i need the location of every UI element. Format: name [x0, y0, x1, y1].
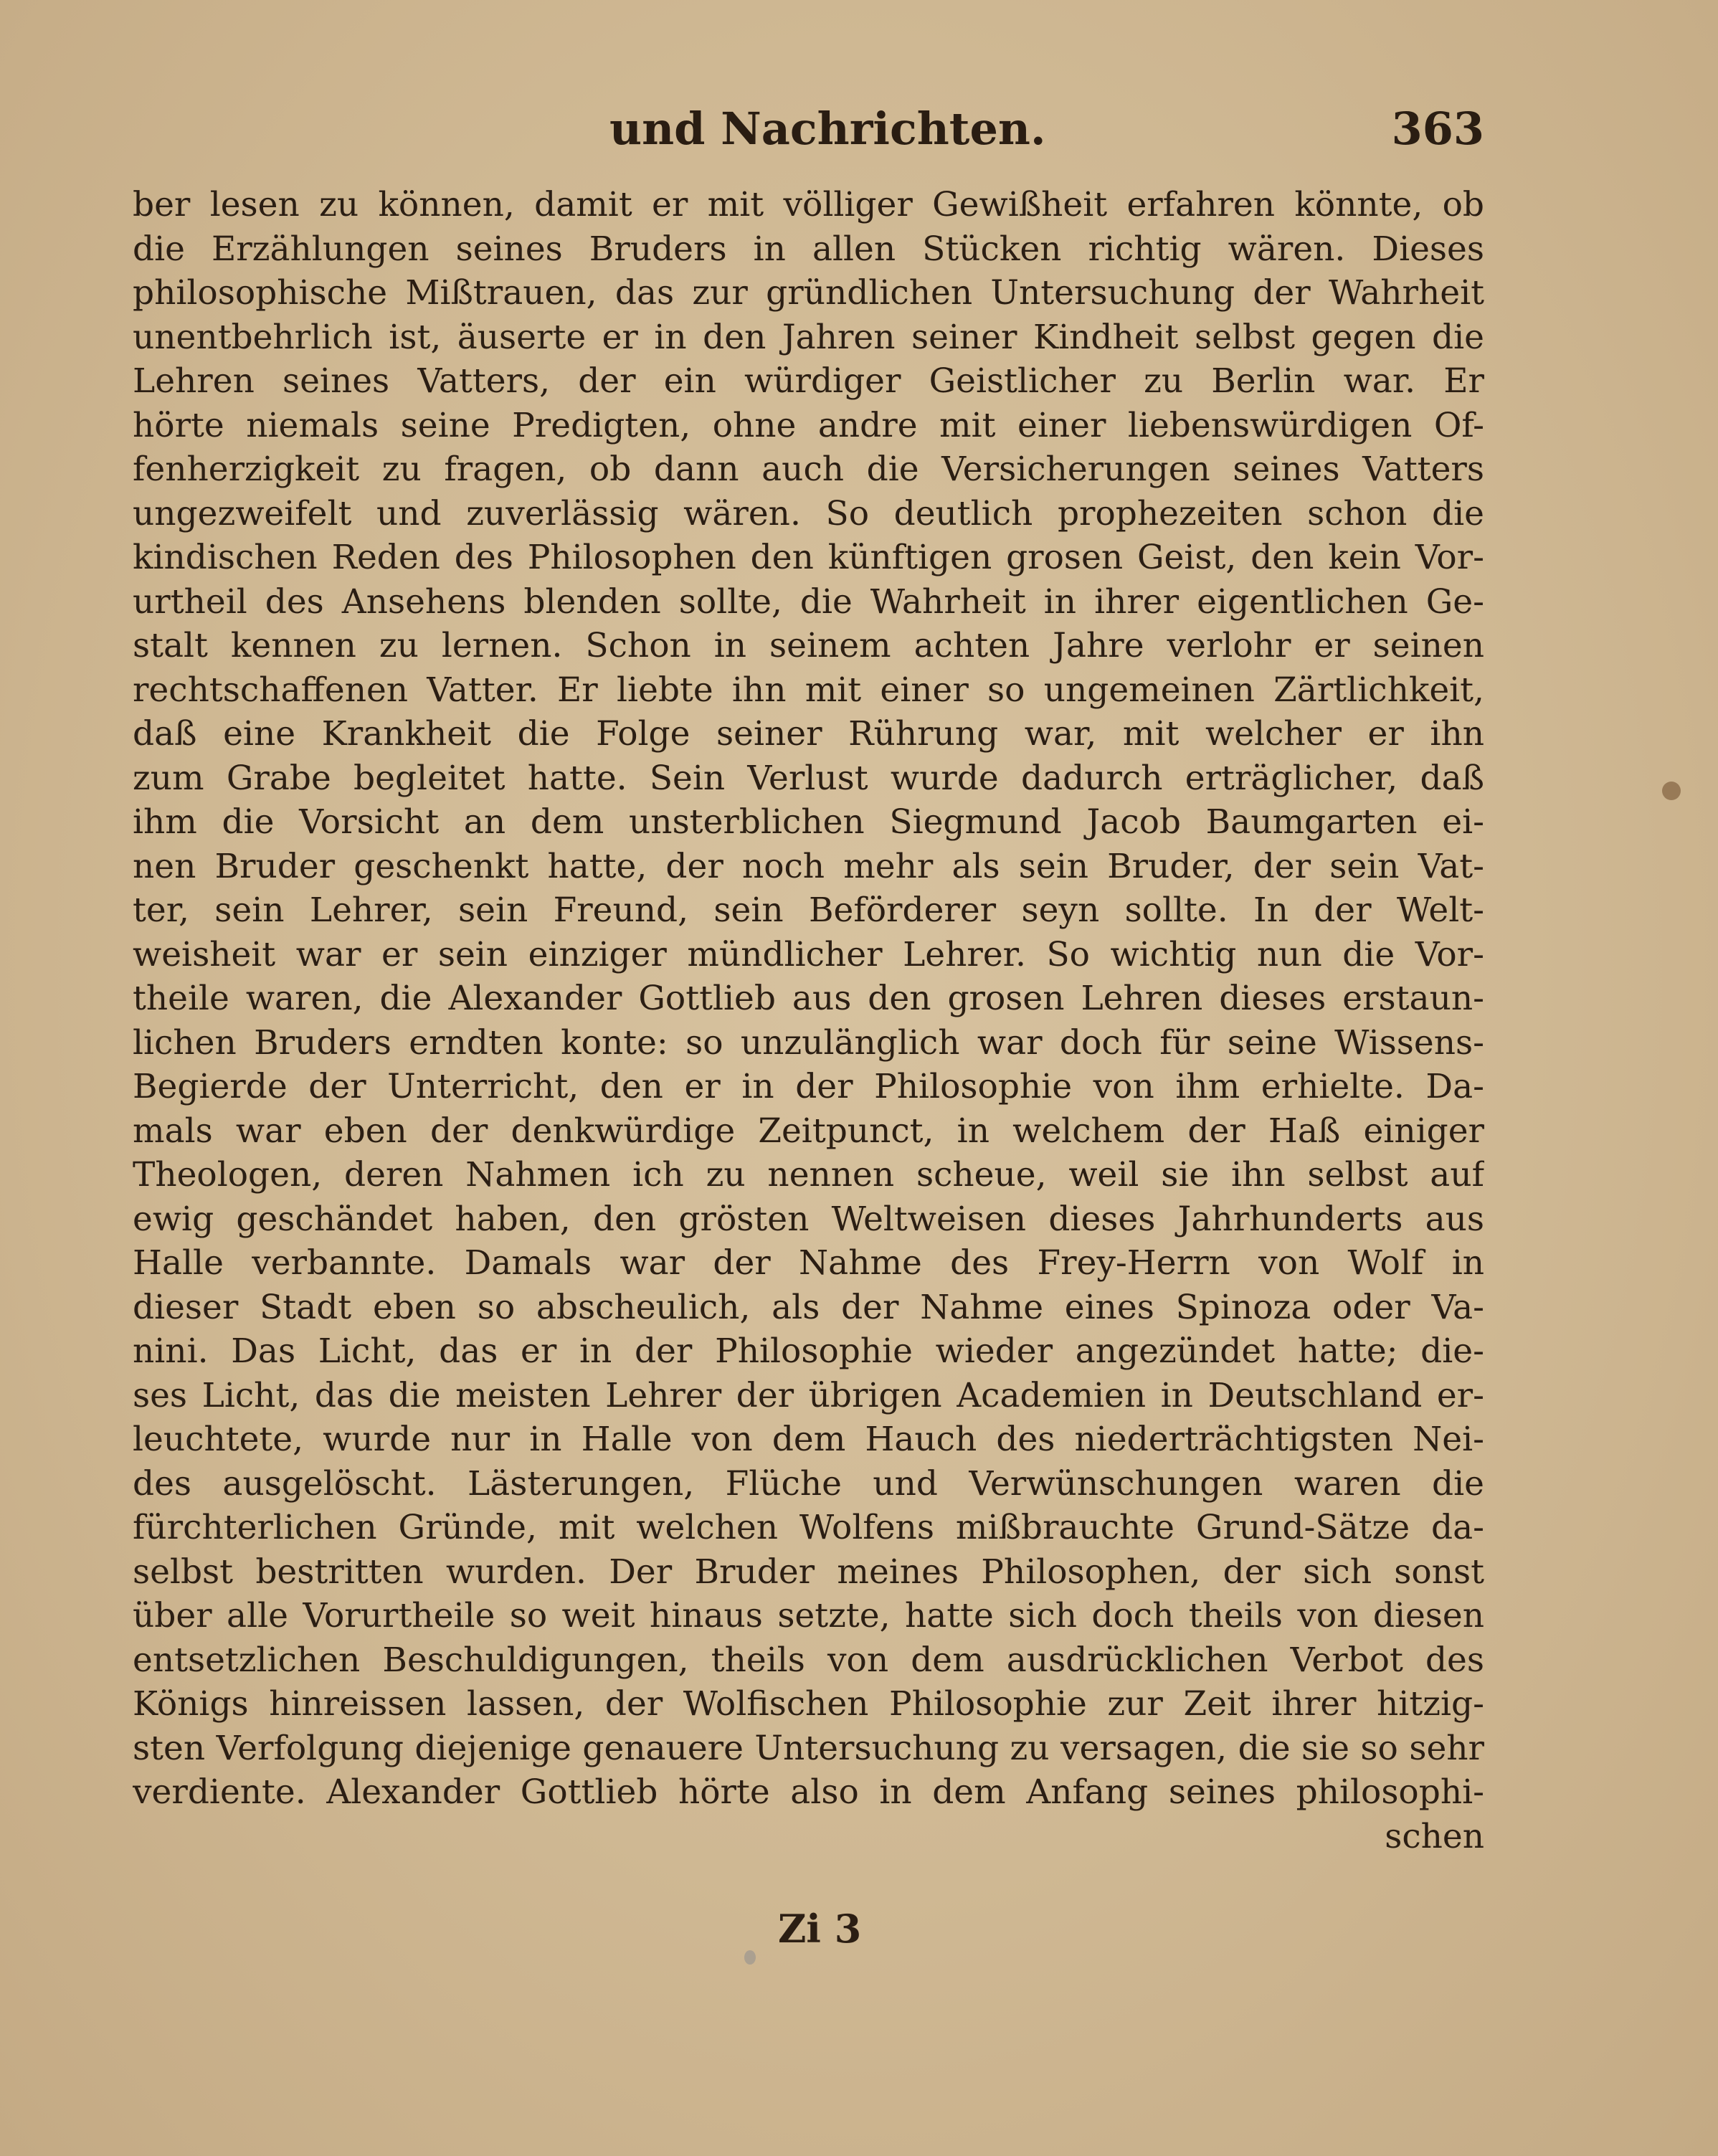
text-line: die Erzählungen seines Bruders in allen Stücken richtig wären. Dieses — [133, 229, 1484, 269]
text-line: ter, sein Lehrer, sein Freund, sein Beförderer seyn sollte. In der Welt- — [133, 891, 1484, 930]
text-line: nini. Das Licht, das er in der Philosophie wieder angezündet hatte; die- — [133, 1331, 1484, 1371]
text-line: Theologen, deren Nahmen ich zu nennen scheue, weil sie ihn selbst auf — [133, 1155, 1484, 1195]
text-line: über alle Vorurtheile so weit hinaus setzte, hatte sich doch theils von diesen — [133, 1596, 1484, 1635]
text-line: fürchterlichen Gründe, mit welchen Wolfens mißbrauchte Grund-Sätze da- — [133, 1508, 1484, 1547]
signature-mark: Zi 3 — [778, 1906, 862, 1952]
catchword: schen — [1385, 1816, 1484, 1856]
text-line: leuchtete, wurde nur in Halle von dem Hauch des niederträchtigsten Nei- — [133, 1420, 1484, 1459]
text-line: ber lesen zu können, damit er mit völliger Gewißheit erfahren könnte, ob — [133, 185, 1484, 224]
text-line: Halle verbannte. Damals war der Nahme des Frey-Herrn von Wolf in — [133, 1243, 1484, 1283]
text-line: rechtschaffenen Vatter. Er liebte ihn mit einer so ungemeinen Zärtlichkeit, — [133, 670, 1484, 710]
text-line: stalt kennen zu lernen. Schon in seinem achten Jahre verlohr er seinen — [133, 626, 1484, 665]
page-header — [0, 93, 1718, 165]
text-line: fenherzigkeit zu fragen, ob dann auch die Versicherungen seines Vatters — [133, 450, 1484, 489]
text-line: daß eine Krankheit die Folge seiner Rührung war, mit welcher er ihn — [133, 714, 1484, 754]
text-line: ungezweifelt und zuverlässig wären. So deutlich prophezeiten schon die — [133, 493, 1484, 533]
text-line: zum Grabe begleitet hatte. Sein Verlust wurde dadurch erträglicher, daß — [133, 758, 1484, 798]
text-line: weisheit war er sein einziger mündlicher Lehrer. So wichtig nun die Vor- — [133, 934, 1484, 974]
text-line: entsetzlichen Beschuldigungen, theils von dem ausdrücklichen Verbot des — [133, 1640, 1484, 1680]
text-line: unentbehrlich ist, äuserte er in den Jahren seiner Kindheit selbst gegen die — [133, 317, 1484, 357]
body-text — [133, 183, 1484, 1858]
text-line: kindischen Reden des Philosophen den künftigen grosen Geist, den kein Vor- — [133, 538, 1484, 577]
text-line: hörte niemals seine Predigten, ohne andre mit einer liebenswürdigen Of- — [133, 405, 1484, 445]
text-line: Lehren seines Vatters, der ein würdiger Geistlicher zu Berlin war. Er — [133, 361, 1484, 401]
text-line: verdiente. Alexander Gottlieb hörte also in dem Anfang seines philosophi- — [133, 1772, 1484, 1812]
text-line: nen Bruder geschenkt hatte, der noch mehr als sein Bruder, der sein Vat- — [133, 846, 1484, 886]
text-line: ewig geschändet haben, den grösten Weltweisen dieses Jahrhunderts aus — [133, 1199, 1484, 1239]
text-line: Königs hinreissen lassen, der Wolfischen Philosophie zur Zeit ihrer hitzig- — [133, 1684, 1484, 1724]
text-line: ihm die Vorsicht an dem unsterblichen Siegmund Jacob Baumgarten ei- — [133, 802, 1484, 842]
page-footer — [0, 1900, 1718, 1957]
text-line: philosophische Mißtrauen, das zur gründlichen Untersuchung der Wahrheit — [133, 273, 1484, 313]
text-line: dieser Stadt eben so abscheulich, als der Nahme eines Spinoza oder Va- — [133, 1287, 1484, 1327]
text-line: sten Verfolgung diejenige genauere Untersuchung zu versagen, die sie so sehr — [133, 1728, 1484, 1768]
text-line: urtheil des Ansehens blenden sollte, die Wahrheit in ihrer eigentlichen Ge- — [133, 581, 1484, 622]
text-line: Begierde der Unterricht, den er in der Philosophie von ihm erhielte. Da- — [133, 1067, 1484, 1106]
text-line: ses Licht, das die meisten Lehrer der übrigen Academien in Deutschland er- — [133, 1375, 1484, 1415]
text-line: des ausgelöscht. Lästerungen, Flüche und Verwünschungen waren die — [133, 1463, 1484, 1504]
foxing-spot — [1662, 782, 1681, 800]
text-line: theile waren, die Alexander Gottlieb aus den grosen Lehren dieses erstaun- — [133, 979, 1484, 1018]
text-line: selbst bestritten wurden. Der Bruder meines Philosophen, der sich sonst — [133, 1552, 1484, 1592]
running-title: und Nachrichten. — [609, 103, 1046, 155]
page-number: 363 — [1391, 103, 1484, 155]
text-line: lichen Bruders erndten konte: so unzulänglich war doch für seine Wissens- — [133, 1022, 1484, 1063]
text-line: mals war eben der denkwürdige Zeitpunct, in welchem der Haß einiger — [133, 1111, 1484, 1151]
